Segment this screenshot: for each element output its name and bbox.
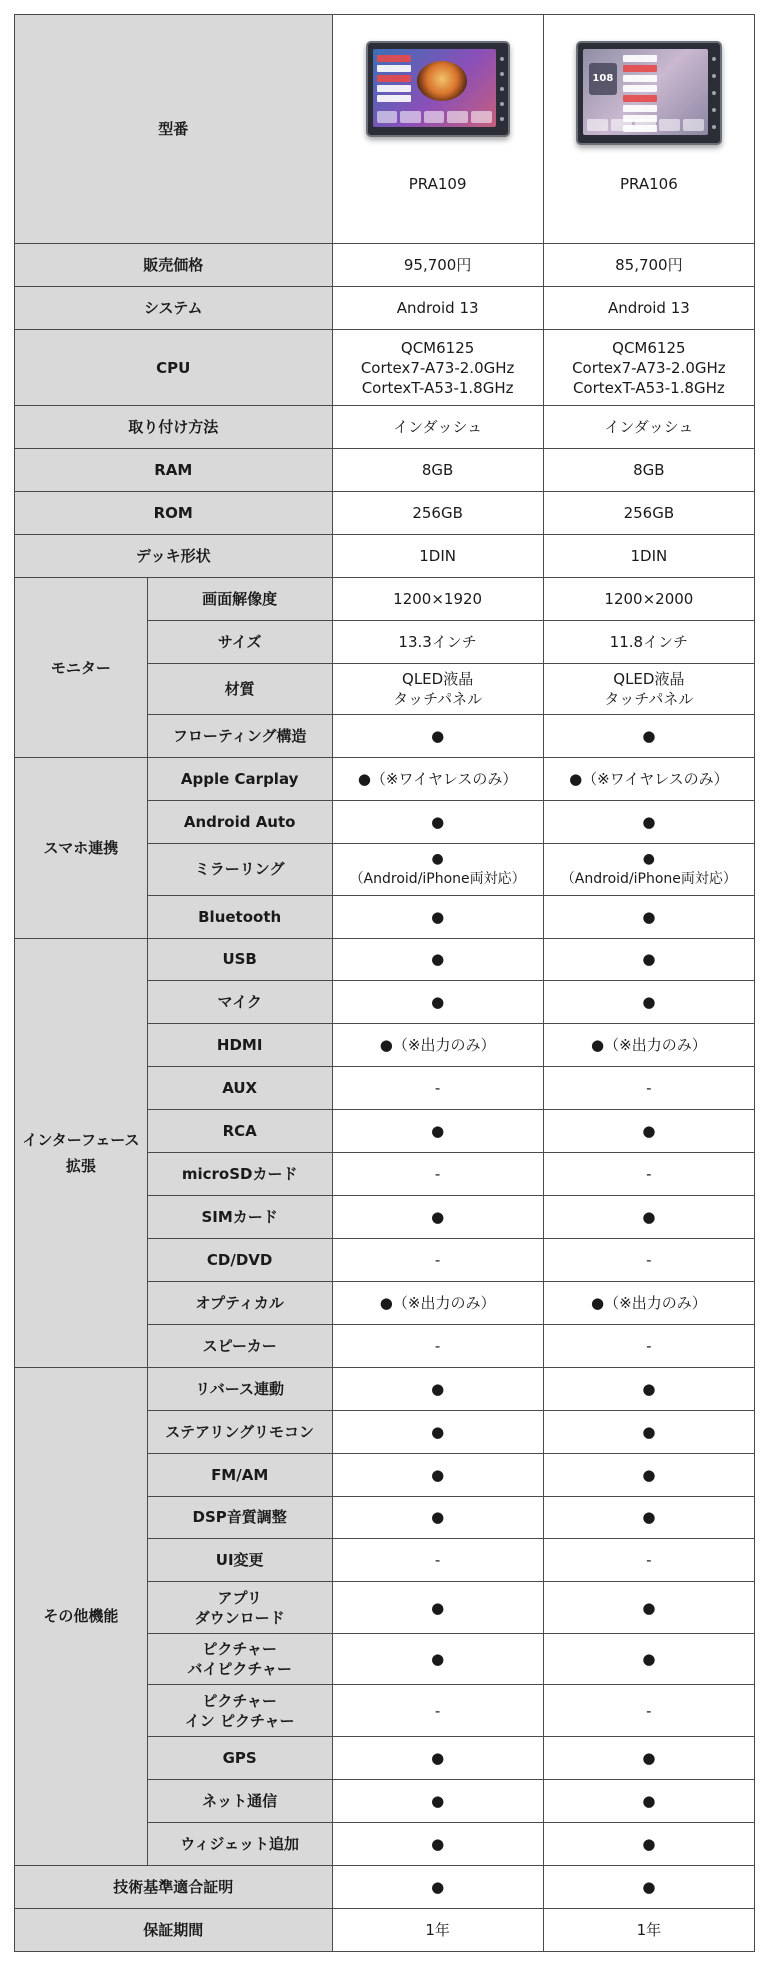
spec-comparison-table [14, 14, 755, 1952]
cell-pra109: ● [332, 1110, 543, 1153]
system-label: システム [15, 287, 333, 330]
cell-line: ● [431, 851, 444, 868]
cell-line: （Android/iPhone両対応） [349, 871, 526, 888]
row-label: microSDカード [147, 1153, 332, 1196]
warranty-row [15, 1908, 755, 1951]
row-label-line: イン ピクチャー [184, 1711, 295, 1730]
cell-pra106: 1200×2000 [543, 577, 754, 620]
row-label [147, 1685, 332, 1737]
group-label-line: 拡張 [65, 1156, 96, 1175]
cell-pra109: ● [332, 1633, 543, 1685]
cell-pra109: - [332, 1539, 543, 1582]
row-label-line: ピクチャー [202, 1691, 277, 1710]
cell-pra106: ● [543, 1582, 754, 1634]
cell-pra109: ● [332, 938, 543, 981]
cell-pra106: ● [543, 981, 754, 1024]
row-label: 画面解像度 [147, 577, 332, 620]
cell-line: QLED液晶 [402, 670, 474, 689]
row-label: オプティカル [147, 1281, 332, 1324]
price-pra106: 85,700円 [543, 244, 754, 287]
cell-pra109: ● [332, 1736, 543, 1779]
row-label [147, 1582, 332, 1634]
cell-pra109: ● [332, 895, 543, 938]
cell-pra109: ● [332, 1453, 543, 1496]
row-label: UI変更 [147, 1539, 332, 1582]
row-label-line: ダウンロード [194, 1608, 285, 1627]
cell-pra106: ● [543, 715, 754, 758]
cpu-pra109 [332, 330, 543, 406]
cell-pra106: ●（※ワイヤレスのみ） [543, 758, 754, 801]
warranty-pra109: 1年 [332, 1908, 543, 1951]
deck-row [15, 535, 755, 578]
model-name-pra109: PRA109 [408, 175, 467, 193]
if-usb-row [15, 938, 755, 981]
cell-pra106: - [543, 1067, 754, 1110]
row-label: ステアリングリモコン [147, 1410, 332, 1453]
row-label: CD/DVD [147, 1238, 332, 1281]
pra109-product-image [366, 41, 510, 137]
cpu-line: QCM6125 [612, 338, 686, 357]
monitor-resolution-row [15, 577, 755, 620]
deck-pra106: 1DIN [543, 535, 754, 578]
row-label: SIMカード [147, 1196, 332, 1239]
ram-label: RAM [15, 449, 333, 492]
cell-pra106: ● [543, 895, 754, 938]
row-label: フローティング構造 [147, 715, 332, 758]
row-label: HDMI [147, 1024, 332, 1067]
row-label: ミラーリング [147, 844, 332, 896]
cell-pra106 [543, 663, 754, 715]
cell-line: タッチパネル [604, 690, 694, 709]
row-label: サイズ [147, 620, 332, 663]
cell-pra109: 1200×1920 [332, 577, 543, 620]
row-label-line: バイピクチャー [187, 1660, 292, 1679]
row-label: DSP音質調整 [147, 1496, 332, 1539]
cpu-line: CortexT-A53-1.8GHz [572, 378, 725, 397]
cert-pra109: ● [332, 1865, 543, 1908]
food-image [417, 61, 467, 101]
cell-pra106: ● [543, 1633, 754, 1685]
system-pra109: Android 13 [332, 287, 543, 330]
cell-pra109: ● [332, 1779, 543, 1822]
phone-group-label: スマホ連携 [15, 758, 148, 938]
cell-pra106: ● [543, 1736, 754, 1779]
cell-pra106: ●（※出力のみ） [543, 1281, 754, 1324]
cell-pra109: ●（※ワイヤレスのみ） [332, 758, 543, 801]
row-label-line: アプリ [217, 1588, 262, 1607]
row-label: FM/AM [147, 1453, 332, 1496]
cpu-pra106 [543, 330, 754, 406]
row-label: GPS [147, 1736, 332, 1779]
cpu-label: CPU [15, 330, 333, 406]
row-label: Bluetooth [147, 895, 332, 938]
price-row [15, 244, 755, 287]
ram-pra109: 8GB [332, 449, 543, 492]
rom-pra106: 256GB [543, 492, 754, 535]
cell-pra106: - [543, 1153, 754, 1196]
cell-pra106: ● [543, 1822, 754, 1865]
cpu-line: QCM6125 [400, 338, 475, 357]
row-label: Android Auto [147, 801, 332, 844]
price-pra109: 95,700円 [332, 244, 543, 287]
cell-line: ● [642, 851, 655, 868]
model-name-pra106: PRA106 [619, 175, 678, 193]
cell-pra109 [332, 663, 543, 715]
model-row [15, 15, 755, 244]
cell-pra106: ● [543, 1367, 754, 1410]
row-label: USB [147, 938, 332, 981]
row-label: ネット通信 [147, 1779, 332, 1822]
cell-pra106: - [543, 1324, 754, 1367]
mount-label: 取り付け方法 [15, 406, 333, 449]
other-reverse-row [15, 1367, 755, 1410]
mount-pra106: インダッシュ [543, 406, 754, 449]
cell-pra109: ● [332, 981, 543, 1024]
cell-pra109: ● [332, 715, 543, 758]
row-label: ウィジェット追加 [147, 1822, 332, 1865]
row-label: AUX [147, 1067, 332, 1110]
row-label: 材質 [147, 663, 332, 715]
cell-line: （Android/iPhone両対応） [560, 871, 737, 888]
cell-pra106: ● [543, 1496, 754, 1539]
group-label-line: インターフェース [22, 1130, 140, 1149]
cell-pra106 [543, 844, 754, 896]
cell-pra109: ●（※出力のみ） [332, 1024, 543, 1067]
row-label: リバース連動 [147, 1367, 332, 1410]
warranty-pra106: 1年 [543, 1908, 754, 1951]
cell-pra109: ● [332, 1582, 543, 1634]
cell-pra106: ● [543, 1779, 754, 1822]
deck-pra109: 1DIN [332, 535, 543, 578]
cpu-line: Cortex7-A73-2.0GHz [360, 358, 515, 377]
cpu-line: Cortex7-A73-2.0GHz [572, 358, 726, 377]
system-row [15, 287, 755, 330]
cell-pra109: - [332, 1067, 543, 1110]
cell-pra109: - [332, 1685, 543, 1737]
rom-row [15, 492, 755, 535]
other-group-label: その他機能 [15, 1367, 148, 1865]
cell-pra106: - [543, 1238, 754, 1281]
cell-pra106: ● [543, 1110, 754, 1153]
cell-pra109: ● [332, 1496, 543, 1539]
row-label-line: ピクチャー [202, 1640, 277, 1659]
interface-group-label [15, 938, 148, 1367]
cell-pra106: - [543, 1539, 754, 1582]
cell-pra109: ● [332, 801, 543, 844]
cell-pra106: ● [543, 1453, 754, 1496]
deck-label: デッキ形状 [15, 535, 333, 578]
cpu-row [15, 330, 755, 406]
cell-pra109: ● [332, 1822, 543, 1865]
cell-pra106: ● [543, 1410, 754, 1453]
cert-row [15, 1865, 755, 1908]
model-cell-pra109 [332, 15, 543, 244]
cell-pra106: ● [543, 1196, 754, 1239]
row-label [147, 1633, 332, 1685]
warranty-label: 保証期間 [15, 1908, 333, 1951]
cell-pra109: - [332, 1153, 543, 1196]
mount-row [15, 406, 755, 449]
row-label: RCA [147, 1110, 332, 1153]
pra106-product-image [576, 41, 722, 145]
cell-pra109: ●（※出力のみ） [332, 1281, 543, 1324]
model-label: 型番 [15, 15, 333, 244]
phone-carplay-row [15, 758, 755, 801]
price-label: 販売価格 [15, 244, 333, 287]
row-label: スピーカー [147, 1324, 332, 1367]
screen-clock: 108 [589, 63, 617, 95]
cpu-line: CortexT-A53-1.8GHz [361, 378, 514, 397]
mount-pra109: インダッシュ [332, 406, 543, 449]
system-pra106: Android 13 [543, 287, 754, 330]
cell-pra109: ● [332, 1367, 543, 1410]
ram-pra106: 8GB [543, 449, 754, 492]
rom-pra109: 256GB [332, 492, 543, 535]
row-label: マイク [147, 981, 332, 1024]
monitor-group-label: モニター [15, 577, 148, 757]
cert-pra106: ● [543, 1865, 754, 1908]
cell-pra109 [332, 844, 543, 896]
cell-line: QLED液晶 [613, 670, 685, 689]
cert-label: 技術基準適合証明 [15, 1865, 333, 1908]
cell-line: タッチパネル [393, 690, 483, 709]
cell-pra109: 13.3インチ [332, 620, 543, 663]
cell-pra106: - [543, 1685, 754, 1737]
cell-pra109: ● [332, 1196, 543, 1239]
cell-pra106: ● [543, 938, 754, 981]
cell-pra109: - [332, 1238, 543, 1281]
cell-pra106: ●（※出力のみ） [543, 1024, 754, 1067]
cell-pra106: 11.8インチ [543, 620, 754, 663]
model-cell-pra106 [543, 15, 754, 244]
ram-row [15, 449, 755, 492]
row-label: Apple Carplay [147, 758, 332, 801]
cell-pra106: ● [543, 801, 754, 844]
cell-pra109: ● [332, 1410, 543, 1453]
rom-label: ROM [15, 492, 333, 535]
cell-pra109: - [332, 1324, 543, 1367]
